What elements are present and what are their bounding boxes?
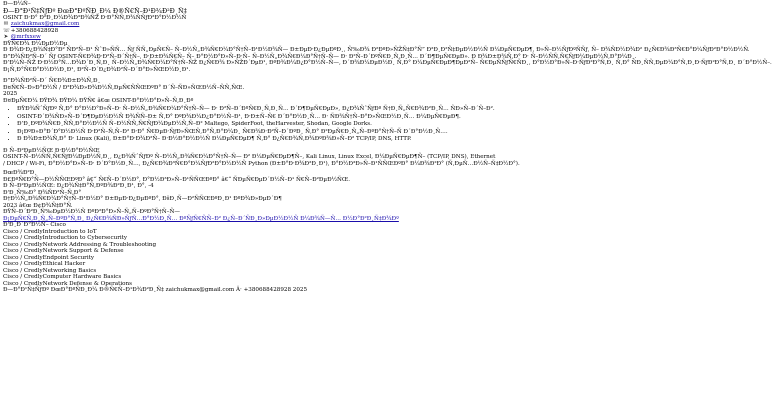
author-name: Ð—Ð°Ð¹Ñ‡ÑƒÐº ÐœÐ°ÐºÑÐ¸Ð¼ Ð®Ñ€Ñ–Ð¹Ð¾Ð²Ð¸Ñ‡ — [3, 6, 187, 15]
course-item: Cisco / CredlyEndpoint Security — [3, 254, 95, 261]
position-title: OSINT Ð·Ð° Ð²Ð¸Ð¼Ð¾Ð³Ð¾ÑŽ Ð·Ð°ÑÑ‚Ð¾ÑÑƒÐ²Ð°Ð½Ð½Ñ — [3, 14, 187, 21]
list-item: • Ð’Ð¸ÐºÐ¾Ñ€Ð¸ÑÑ‚Ð°Ð½Ð½Ñ Ñ–Ð½ÑÑ‚Ñ€ÑƒÐ¼ÐµÐ½Ñ‚Ñ–Ð² Maltego, SpiderFoot, theHarvester, Shodan, Google Dorks. — [17, 121, 537, 128]
document-title: Ð—Ð¼Ñ– — [3, 1, 31, 7]
section-about-heading: ÐŸÑ€Ð¾ Ð¼ÐµÐ½Ðµ — [3, 40, 68, 47]
about-paragraph-1: Ð Ð¾Ð·Ð¿Ð¾Ñ‡Ð°Ð² ÑÐ²Ñ–Ð¹ ÑˆÐ»ÑÑ… Ñƒ ÑÑ„ÐµÑ€Ñ– Ñ–Ð½Ñ„Ð¾Ñ€Ð¼Ð°Ñ†Ñ–Ð¹Ð½Ð¾Ñ— Ð±ÐµÐ·Ð¿ÐµÐºÐ¸, Ñ‰Ð¾ Ð²ÐºÐ»ÑŽÑ‡Ð°Ñ” Ð²Ð¸Ð²Ñ‡ÐµÐ½Ð½Ñ Ð¼ÐµÑ€ÐµÐ¶, Ð»Ñ–Ð½ÑƒÐºÑÑƒ, Ñ– Ð¾ÑÐ½Ð¾Ð² Ð¿Ñ€Ð¾Ð³Ñ€Ð°Ð¼ÑƒÐ²Ð°Ð½Ð½Ñ. — [3, 47, 750, 54]
list-item: • Ð Ð¾Ð±Ð¾Ñ‚Ð° Ð· Linux (Kali), Ð±Ð°Ð·Ð¾Ð²Ñ– Ð·Ð½Ð°Ð½Ð½Ñ Ð¼ÐµÑ€ÐµÐ¶ Ñ‚Ð° Ð¿Ñ€Ð¾Ñ‚Ð¾ÐºÐ¾Ð»Ñ–Ð² TCP/IP, DNS, HTTP. — [17, 136, 537, 143]
course-item: Cisco / CredlyIntroduction to IoT — [3, 228, 97, 235]
course-item: Cisco / CredlyNetwork Addressing & Troubleshooting — [3, 241, 157, 248]
experience-list — [3, 106, 537, 143]
education-text: Ð†Ð½Ñ„Ð¾Ñ€Ð¼Ð°Ñ†Ñ–Ð¹Ð½Ð° Ð±ÐµÐ·Ð¿ÐµÐºÐ°, ÐšÐ¸Ñ—Ð²ÑÑŒÐºÐ¸Ð¹ ÐºÐ¾Ð»ÐµÐ´Ð¶ — [3, 196, 282, 203]
email-link[interactable]: zaichukmax@gmail.com — [10, 21, 80, 28]
list-item: • Ð¡ÐºÐ»Ð°Ð´Ð°Ð½Ð½Ñ Ð·Ð²Ñ–Ñ‚Ñ–Ð² Ð·Ð° Ñ€ÐµÐ·ÑƒÐ»ÑŒÑ‚Ð°Ñ‚Ð°Ð¼Ð¸ Ñ€Ð¾Ð·Ð²Ñ–Ð´ÐºÐ¸ Ñ‚Ð° Ð²ÐµÑ€Ð¸Ñ„Ñ–ÐºÐ°Ñ†Ñ–Ñ Ð´Ð°Ð½Ð¸Ñ…. — [17, 129, 537, 136]
list-item: • ÐŸÐ¾ÑˆÑƒÐº Ñ‚Ð° Ð°Ð½Ð°Ð»Ñ–Ð· Ñ–Ð½Ñ„Ð¾Ñ€Ð¼Ð°Ñ†Ñ–Ñ— Ð· Ð²Ñ–Ð´ÐºÑ€Ð¸Ñ‚Ð¸Ñ… Ð´Ð¶ÐµÑ€ÐµÐ», Ð¿Ð¾ÑˆÑƒÐº Ñ†Ð¸Ñ„Ñ€Ð¾Ð²Ð¸Ñ… ÑÐ»Ñ–Ð´Ñ–Ð². — [17, 106, 537, 113]
list-item: • OSINT-Ð´Ð¾ÑÐ»Ñ–Ð´Ð¶ÐµÐ½Ð½Ñ Ð¾ÑÑ–Ð± Ñ‚Ð° ÐºÐ¾Ð¼Ð¿Ð°Ð½Ñ–Ð¹, Ð·Ð±Ñ–Ñ€ Ð´Ð°Ð½Ð¸Ñ… Ð· ÑÐ¾Ñ†Ñ–Ð°Ð»ÑŒÐ½Ð¸Ñ… Ð¼ÐµÑ€ÐµÐ¶. — [17, 114, 537, 121]
phone-icon: ☏ — [3, 27, 10, 34]
section-languages-heading: ÐœÐ¾Ð²Ð¸ — [3, 170, 38, 177]
course-item: Cisco / CredlyIntroduction to Cybersecurity — [3, 235, 128, 242]
telegram-handle[interactable]: @mrfxxew — [10, 34, 41, 41]
certificates-link[interactable]: Ð¡ÐµÑ€Ñ‚Ð¸Ñ„Ñ–ÐºÐ°Ñ‚Ð¸ Ð¿Ñ€Ð¾ÑÐ»ÑƒÑ…Ð°Ð½Ð¸Ñ… ÐºÑƒÑ€ÑÑ–Ð² Ð¿Ñ–Ð´ÑÐ¸Ð»ÐµÐ½Ð½Ñ Ð¼Ð¾Ñ—Ñ… Ð½Ð°Ð²Ð¸Ñ‡Ð¾Ðº — [3, 215, 399, 222]
course-item: Cisco / CredlyNetwork Support & Defense — [3, 248, 124, 255]
skills-paragraph-2: / DHCP / Wi-Fi, Ð°Ð½Ð°Ð»Ñ–Ð· Ð´Ð°Ð½Ð¸Ñ…, Ð¿Ñ€Ð¾Ð³Ñ€Ð°Ð¼ÑƒÐ²Ð°Ð½Ð½Ñ Python (Ð±Ð°Ð·Ð¾Ð²Ð¸Ð¹), Ð°Ð½Ð³Ð»Ñ–Ð¹ÑÑŒÐºÐ° Ð¼Ð¾Ð²Ð° (Ñ‚ÐµÑ…Ð½Ñ–Ñ‡Ð½Ð°). — [3, 160, 520, 167]
about-paragraph-2: Ð”Ð¾ÑÐ²Ñ–Ð´ Ñƒ OSINT-Ñ€Ð¾Ð·Ð²Ñ–Ð´Ñ†Ñ–, Ð·Ð±Ð¾Ñ€Ñ– Ñ– Ð°Ð½Ð°Ð»Ñ–Ð·Ñ– Ñ–Ð½Ñ„Ð¾Ñ€Ð¼Ð°Ñ†Ñ–Ñ— Ð· Ð²Ñ–Ð´ÐºÑ€Ð¸Ñ‚Ð¸Ñ… Ð´Ð¶ÐµÑ€ÐµÐ». Ð Ð¾Ð±Ð¾Ñ‚Ð° Ð· Ñ–Ð½ÑÑ‚Ñ€ÑƒÐ¼ÐµÐ½Ñ‚Ð°Ð¼Ð¸. — [3, 53, 637, 60]
section-skills-heading: Ð Ñ–Ð²ÐµÐ½ÑŒ Ð·Ð½Ð°Ð½ÑŒ — [3, 147, 100, 154]
skills-paragraph-1: OSINT-Ñ–Ð½ÑÑ‚Ñ€ÑƒÐ¼ÐµÐ½Ñ‚Ð¸, Ð¿Ð¾ÑˆÑƒÐº Ñ–Ð½Ñ„Ð¾Ñ€Ð¼Ð°Ñ†Ñ–Ñ— Ð² Ð¼ÐµÑ€ÐµÐ¶Ñ–, Kali Linux, Linux Excel, Ð¼ÐµÑ€ÐµÐ¶Ñ– (TCP/IP, DNS), Ethernet — [3, 154, 496, 161]
languages-level: Ð Ñ–Ð²ÐµÐ½ÑŒ: Ð¿Ð¾Ñ‡Ð°Ñ‚ÐºÐ¾Ð²Ð¸Ð¹, Ð°, -4 — [3, 183, 154, 190]
course-item: Cisco / CredlyEthical Hacker — [3, 261, 86, 268]
telegram-icon: ➤ — [3, 34, 9, 41]
section-education-heading: Ð'Ð¸Ñ‰Ð° Ð¾ÑÐ²Ñ–Ñ‚Ð° — [3, 189, 82, 196]
mail-icon: ✉ — [3, 21, 9, 28]
section-experience-heading: Ð”Ð¾ÑÐ²Ñ–Ð´ Ñ€Ð¾Ð±Ð¾Ñ‚Ð¸ — [3, 78, 101, 85]
experience-year: 2025 — [3, 91, 18, 98]
languages-text: Ð£ÐºÑ€Ð°Ñ—Ð½ÑÑŒÐºÐ° â€“ Ñ€Ñ–Ð´Ð½Ð°, Ð°Ð½Ð³Ð»Ñ–Ð¹ÑÑŒÐºÐ° â€“ ÑÐµÑ€ÐµÐ´Ð½Ñ–Ð¹ Ñ€Ñ–Ð²ÐµÐ½ÑŒ. — [3, 176, 351, 183]
courses-provider: Ð'Ð¸Ð´Ð°Ð½Ñ– Cisco — [3, 222, 66, 229]
footer-text: Ð—Ð°Ð¹Ñ‡ÑƒÐº ÐœÐ°ÐºÑÐ¸Ð¼ Ð®Ñ€Ñ–Ð¹Ð¾Ð²Ð¸Ñ‡ zaichukmax@gmail.com Â· +380688428928 2025 — [3, 287, 308, 294]
course-item: Cisco / CredlyNetworking Basics — [3, 267, 97, 274]
experience-organization: Ð¤Ñ€Ñ–Ð»Ð°Ð½Ñ / Ð²Ð¾Ð»Ð¾Ð½Ñ‚ÐµÑ€ÑÑŒÐºÐ° Ð´Ñ–ÑÐ»ÑŒÐ½Ñ–ÑÑ‚ÑŒ. — [3, 84, 245, 91]
course-item: Cisco / CredlyComputer Hardware Basics — [3, 274, 122, 281]
section-courses-heading: ÐŸÑ–Ð´Ð²Ð¸Ñ‰ÐµÐ½Ð½Ñ ÐºÐ²Ð°Ð»Ñ–Ñ„Ñ–ÐºÐ°Ñ†Ñ–Ñ— — [3, 209, 180, 216]
phone-number: +380688428928 — [10, 27, 59, 34]
experience-role: Ð¤ÐµÑ€Ð¼ ÐŸÐ¾ ÐŸÐ¼ ÐŸÑ€ â€œ OSINT-Ð°Ð½Ð°Ð»Ñ–Ñ‚Ð¸Ðº — [3, 97, 194, 104]
education-years: 2023 â€œ Ð¢Ð¾Ñ‡Ð°Ñ. — [3, 202, 73, 209]
about-paragraph-4: Ð¡Ñ‚Ð°Ñ€Ð°Ð½Ð½Ð¸Ð¹, Ð²Ñ–Ð´Ð¿Ð¾Ð²Ñ–Ð´Ð°Ð»ÑŒÐ½Ð¸Ð¹. — [3, 66, 191, 73]
course-item: Cisco / CredlyNetwork Defense & Operations — [3, 280, 132, 287]
about-paragraph-3: Ð’Ð¼Ñ–ÑŽ Ð·Ð½Ð°Ñ…Ð¾Ð´Ð¸Ñ‚Ð¸ Ñ–Ð½Ñ„Ð¾Ñ€Ð¼Ð°Ñ†Ñ–ÑŽ Ð¿Ñ€Ð¾ Ð»ÑŽÐ´ÐµÐ¹, ÐºÐ¾Ð¼Ð¿Ð°Ð½Ñ–Ñ—, Ð´Ð¾Ð¼ÐµÐ½Ð¸ Ñ‚Ð° Ð¼ÐµÑ€ÐµÐ¶ÐµÐ²Ñ– Ñ€ÐµÑÑƒÑ€ÑÐ¸, Ð°Ð½Ð°Ð»Ñ–Ð·ÑƒÐ²Ð°Ñ‚Ð¸ Ñ‚Ð° ÑÐ¸ÑÑ‚ÐµÐ¼Ð°Ñ‚Ð¸Ð·ÑƒÐ²Ð°Ñ‚Ð¸ Ð´Ð°Ð½Ñ–. — [3, 60, 772, 67]
